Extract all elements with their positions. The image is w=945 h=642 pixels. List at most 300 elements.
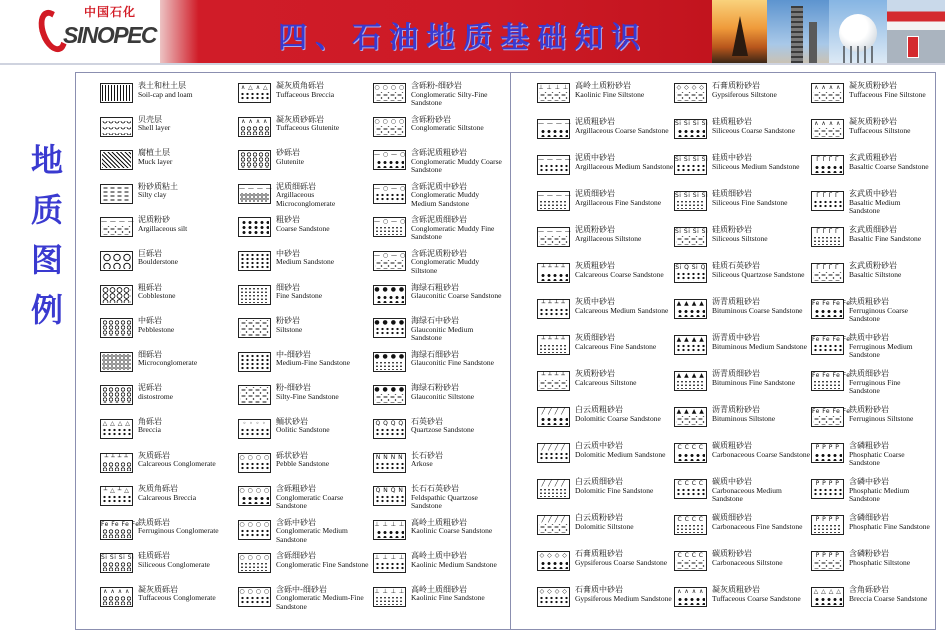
legend-label-en: Tuffaceous Conglomerate	[138, 593, 216, 603]
legend-label-en: Breccia Coarse Sandstone	[849, 593, 928, 603]
symbol-modifier-glyphs: Γ Γ Γ Γ	[816, 228, 839, 235]
legend-label-cn: 硅质中砂岩	[712, 153, 752, 162]
legend-label-en: Argillaceous silt	[138, 223, 188, 233]
symbol-modifier-glyphs: ┴ ┴ ┴ ┴	[541, 336, 566, 343]
legend-label	[276, 416, 330, 435]
symbol-texture	[539, 92, 568, 101]
symbol-texture	[102, 152, 131, 168]
lithology-symbol-icon	[674, 443, 707, 463]
legend-label	[575, 368, 636, 387]
legend-label	[575, 440, 665, 459]
symbol-modifier-glyphs: — ○ — ○	[374, 218, 406, 226]
legend-label	[411, 517, 492, 536]
symbol-modifier-glyphs: Fe Fe Fe Fe	[812, 300, 851, 307]
legend-item	[238, 483, 373, 517]
legend-label-cn: 硅质石英砂岩	[712, 261, 760, 270]
legend-item	[674, 368, 811, 404]
legend-item	[674, 116, 811, 152]
legend-item	[238, 416, 373, 450]
legend-label	[276, 114, 339, 133]
symbol-texture	[539, 452, 568, 461]
legend-item	[100, 282, 238, 316]
legend-item	[811, 512, 931, 548]
lithology-symbol-icon	[238, 318, 271, 338]
legend-label	[138, 315, 174, 334]
legend-label	[849, 260, 901, 279]
legend-label-en: Kaolinic Coarse Sandstone	[411, 526, 493, 536]
legend-label	[712, 476, 811, 504]
symbol-modifier-glyphs: ⊥ ⊥ ⊥ ⊥	[374, 554, 405, 562]
legend-label-cn: 沥青质细砂岩	[712, 369, 760, 378]
legend-label-cn: 含砾泥质粉砂岩	[411, 248, 467, 258]
legend-item	[811, 296, 931, 332]
legend-label-en: Feldspathic Quartzose Sandstone	[411, 492, 478, 511]
legend-label-en: Calcareous Fine Sandstone	[575, 341, 657, 351]
legend-column	[537, 80, 674, 629]
symbol-texture	[813, 452, 842, 461]
legend-item	[238, 80, 373, 114]
legend-label-cn: 白云质细砂岩	[575, 477, 623, 486]
legend-label-en: Basaltic Coarse Sandstone	[849, 161, 929, 171]
symbol-modifier-glyphs: P P P P	[815, 516, 840, 523]
legend-item	[100, 181, 238, 215]
legend-label-cn: 海绿石中砂岩	[411, 316, 459, 326]
lithology-symbol-icon	[100, 184, 133, 204]
legend-item	[100, 416, 238, 450]
legend-label-en: Ferruginous Conglomerate	[138, 526, 219, 536]
legend-label-cn: 铁质粉砂岩	[849, 405, 889, 414]
legend-item	[674, 512, 811, 548]
legend-heading: 地质图例	[26, 143, 64, 343]
legend-label	[276, 483, 373, 511]
legend-item	[811, 260, 931, 296]
legend-label-en: Conglomeratic Fine Sandstone	[276, 559, 369, 569]
symbol-texture	[102, 495, 131, 504]
legend-item	[811, 80, 931, 116]
legend-label	[712, 584, 801, 603]
legend-label-cn: 巨砾岩	[138, 248, 162, 258]
header-photo	[767, 0, 829, 63]
lithology-symbol-icon	[373, 486, 406, 506]
symbol-modifier-glyphs: ┴ ┴ ┴ ┴	[541, 300, 566, 307]
symbol-modifier-glyphs: — ○ — ○	[374, 184, 406, 192]
legend-item	[674, 404, 811, 440]
symbol-modifier-glyphs: P P P P	[815, 552, 840, 559]
symbol-texture	[102, 85, 131, 101]
legend-item	[674, 260, 811, 296]
symbol-texture	[813, 524, 842, 533]
legend-item	[373, 382, 503, 416]
symbol-texture	[375, 562, 404, 571]
lithology-symbol-icon	[238, 217, 271, 237]
legend-label-cn: 粗砂岩	[276, 215, 300, 225]
legend-label-cn: 白云质粉砂岩	[575, 513, 623, 522]
legend-label-cn: 白云质粗砂岩	[575, 405, 623, 414]
lithology-symbol-icon	[811, 371, 851, 391]
legend-item	[537, 476, 674, 512]
lithology-symbol-icon	[100, 251, 133, 271]
legend-label-cn: 玄武质粉砂岩	[849, 261, 897, 270]
legend-label-en: Calcareous Medium Sandstone	[575, 305, 669, 315]
legend-label-en: Glauconitic Coarse Sandstone	[411, 291, 502, 301]
lithology-symbol-icon	[537, 443, 570, 463]
legend-item	[373, 315, 503, 349]
refinery-tower-icon	[809, 22, 817, 63]
legend-label	[411, 315, 503, 343]
symbol-modifier-glyphs: ▲ ▲ ▲ ▲	[676, 408, 705, 415]
legend-label-en: Conglomeratic Medium Sandstone	[276, 526, 348, 544]
symbol-texture	[240, 462, 269, 471]
legend-label	[712, 332, 807, 351]
symbol-modifier-glyphs: — — — —	[538, 120, 572, 127]
legend-label-en: Shell layer	[138, 123, 171, 133]
legend-label	[138, 517, 219, 536]
lithology-symbol-icon	[674, 551, 707, 571]
legend-label-cn: 灰质细砂岩	[575, 333, 615, 342]
lithology-symbol-icon	[674, 335, 707, 355]
legend-label-cn: 含砾粗砂岩	[276, 484, 316, 494]
legend-label	[276, 315, 302, 334]
symbol-texture	[240, 529, 269, 538]
lithology-symbol-icon	[674, 587, 707, 607]
legend-label-en: Glauconitic Medium Sandstone	[411, 324, 474, 343]
legend-label-en: Dolomitic Siltstone	[575, 521, 634, 531]
lithology-symbol-icon	[811, 443, 844, 463]
symbol-texture	[375, 92, 404, 101]
symbol-texture	[102, 428, 131, 437]
lithology-symbol-icon	[537, 119, 570, 139]
legend-label-cn: 高岭土质粗砂岩	[411, 517, 467, 527]
legend-label-en: Ferruginous Fine Sandstone	[849, 377, 901, 396]
lithology-symbol-icon	[373, 587, 406, 607]
legend-item	[238, 181, 373, 215]
symbol-modifier-glyphs: ⊥ ⊥ ⊥ ⊥	[374, 587, 405, 595]
legend-item	[100, 248, 238, 282]
symbol-modifier-glyphs: ◇ ◇ ◇ ◇	[539, 588, 568, 595]
symbol-modifier-glyphs: ∧ ∧ ∧ ∧	[677, 588, 704, 595]
symbol-modifier-glyphs: — — — —	[239, 184, 273, 192]
legend-item	[674, 332, 811, 368]
lithology-symbol-icon	[811, 155, 844, 175]
legend-label	[575, 224, 641, 243]
legend-label-cn: 海绿石细砂岩	[411, 349, 459, 359]
symbol-modifier-glyphs: Si Si Si Si	[675, 228, 709, 235]
symbol-modifier-glyphs: ╱ ╱ ╱ ╱	[541, 480, 566, 487]
symbol-modifier-glyphs: Q Q Q Q	[375, 419, 404, 427]
symbol-texture	[813, 92, 842, 101]
legend-label-en: Conglomeratic Muddy Siltstone	[411, 257, 480, 276]
header-photos	[712, 0, 945, 63]
lithology-symbol-icon	[100, 385, 133, 405]
lithology-symbol-icon	[674, 191, 707, 211]
legend-label	[276, 349, 350, 368]
legend-label-cn: 沥青质粉砂岩	[712, 405, 760, 414]
symbol-modifier-glyphs: Si Si Si Si	[101, 554, 135, 562]
legend-label-en: Medium-Fine Sandstone	[276, 358, 350, 368]
symbol-modifier-glyphs: ○ ○ ○ ○	[239, 554, 270, 562]
symbol-modifier-glyphs: ◦ ◦ ◦ ◦	[242, 419, 267, 427]
legend-label	[849, 584, 927, 603]
symbol-texture	[813, 560, 842, 569]
legend-item	[811, 476, 931, 512]
legend-label-en: Arkose	[411, 459, 433, 469]
symbol-texture	[813, 272, 842, 281]
lithology-symbol-icon	[811, 551, 844, 571]
lithology-symbol-icon	[537, 83, 570, 103]
legend-label	[575, 80, 644, 99]
symbol-modifier-glyphs: Γ Γ Γ Γ	[816, 192, 839, 199]
symbol-texture	[240, 287, 269, 303]
legend-label	[849, 224, 921, 243]
symbol-texture	[240, 495, 269, 504]
symbol-texture	[676, 92, 705, 101]
legend-label-cn: 高岭土质中砂岩	[411, 551, 467, 561]
symbol-texture	[240, 92, 269, 101]
symbol-modifier-glyphs: ╱ ╱ ╱ ╱	[541, 408, 566, 415]
legend-label-en: Dolomitic Coarse Sandstone	[575, 413, 661, 423]
symbol-texture	[375, 529, 404, 538]
legend-label	[138, 416, 162, 435]
legend-label	[849, 548, 910, 567]
symbol-texture	[539, 416, 568, 425]
legend-label	[138, 450, 216, 469]
lithology-symbol-icon	[674, 155, 707, 175]
legend-label-en: Oolitic Sandstone	[276, 425, 330, 435]
symbol-modifier-glyphs: ∧ ∧ ∧ ∧	[241, 117, 268, 125]
symbol-modifier-glyphs: ▲ ▲ ▲ ▲	[676, 336, 705, 343]
header-photo	[829, 0, 887, 63]
legend-label-en: Carbonaceous Coarse Sandstone	[712, 449, 810, 459]
symbol-modifier-glyphs: ◇ ◇ ◇ ◇	[676, 84, 705, 91]
legend-label-en: Phosphatic Siltstone	[849, 557, 911, 567]
legend-label-cn: 凝灰质砂砾岩	[276, 114, 324, 124]
legend-label-en: Microconglomerate	[138, 358, 198, 368]
legend-label-en: Gypsiferous Coarse Sandstone	[575, 557, 668, 567]
legend-label-en: Glutenite	[276, 156, 304, 166]
lithology-symbol-icon	[674, 479, 707, 499]
lithology-symbol-icon	[811, 191, 844, 211]
symbol-texture	[813, 344, 842, 353]
lithology-symbol-icon	[373, 553, 406, 573]
legend-label-cn: 石膏质粉砂岩	[712, 81, 760, 90]
legend-item	[373, 282, 503, 316]
legend-label-en: Conglomeratic Muddy Fine Sandstone	[411, 223, 495, 242]
symbol-texture	[102, 186, 131, 202]
legend-label-en: distostrome	[138, 391, 173, 401]
symbol-texture	[240, 596, 269, 605]
legend-label-cn: 长石石英砂岩	[411, 484, 459, 494]
header-divider	[0, 63, 945, 65]
lithology-symbol-icon	[537, 515, 570, 535]
legend-label-en: Tuffaceous Fine Siltstone	[849, 89, 926, 99]
symbol-modifier-glyphs: ○ ○ ○ ○	[239, 487, 270, 495]
legend-label-en: Calcareous Breccia	[138, 492, 197, 502]
symbol-modifier-glyphs: ⊥ ⊥ ⊥ ⊥	[374, 520, 405, 528]
symbol-modifier-glyphs: Γ Γ Γ Γ	[816, 264, 839, 271]
legend-item	[238, 282, 373, 316]
legend-label-cn: 铁质中砂岩	[849, 333, 889, 342]
legend-label	[411, 349, 494, 368]
symbol-texture	[375, 596, 404, 605]
legend-label-en: Carbonaceous Siltstone	[712, 557, 783, 567]
legend-label	[276, 248, 334, 267]
legend-label	[276, 80, 334, 99]
legend-label	[712, 116, 795, 135]
legend-label-en: Conglomeratic Muddy Medium Sandstone	[411, 190, 480, 208]
symbol-texture	[539, 200, 568, 209]
lithology-symbol-icon	[537, 263, 570, 283]
legend-label	[849, 332, 931, 360]
lithology-symbol-icon	[100, 217, 133, 237]
legend-item	[373, 114, 503, 148]
legend-label-en: Siliceous Medium Sandstone	[712, 161, 800, 171]
symbol-texture	[375, 428, 404, 437]
legend-label-cn: 海绿石粗砂岩	[411, 282, 459, 292]
symbol-modifier-glyphs: ┴ ┴ ┴ ┴	[541, 264, 566, 271]
legend-column	[674, 80, 811, 629]
symbol-modifier-glyphs: — — — —	[538, 156, 572, 163]
legend-item	[537, 260, 674, 296]
lithology-symbol-icon	[811, 515, 844, 535]
symbol-modifier-glyphs: ┴ ┴ ┴ ┴	[104, 453, 129, 461]
legend-item	[537, 116, 674, 152]
legend-label-cn: 含磷粗砂岩	[849, 441, 889, 450]
legend-label-cn: 玄武质细砂岩	[849, 225, 897, 234]
lithology-symbol-icon	[674, 407, 707, 427]
symbol-modifier-glyphs: ⊥ ⊥ ⊥ ⊥	[538, 84, 569, 91]
symbol-modifier-glyphs: C C C C	[677, 552, 704, 559]
legend-label-en: Calcareous Siltstone	[575, 377, 637, 387]
lithology-symbol-icon	[373, 117, 406, 137]
legend-item	[238, 214, 373, 248]
legend-label	[411, 483, 503, 511]
legend-label	[849, 368, 931, 396]
symbol-texture	[240, 387, 269, 403]
symbol-modifier-glyphs: Fe Fe Fe Fe	[812, 336, 851, 343]
symbol-texture	[102, 596, 131, 605]
legend-label	[575, 404, 661, 423]
symbol-texture	[676, 596, 705, 605]
lithology-symbol-icon	[238, 83, 271, 103]
symbol-texture	[813, 380, 842, 389]
legend-item	[674, 548, 811, 584]
legend-label-cn: 含角砾砂岩	[849, 585, 889, 594]
symbol-texture	[102, 529, 131, 538]
legend-label-en: Kaolinic Fine Sandstone	[411, 593, 485, 603]
symbol-modifier-glyphs: C C C C	[677, 516, 704, 523]
gas-station-icon	[907, 36, 919, 58]
legend-label-en: Siltstone	[276, 324, 303, 334]
lithology-symbol-icon	[537, 191, 570, 211]
symbol-texture	[539, 308, 568, 317]
symbol-texture	[375, 361, 404, 370]
legend-item	[811, 224, 931, 260]
legend-label-cn: 铁质粗砂岩	[849, 297, 889, 306]
legend-label-cn: 含砾粉砂岩	[411, 114, 451, 124]
legend-label	[276, 181, 373, 209]
legend-label	[712, 368, 795, 387]
lithology-symbol-icon	[100, 352, 133, 372]
legend-label	[712, 512, 802, 531]
legend-label	[276, 550, 369, 569]
legend-item	[537, 296, 674, 332]
slide-header	[0, 0, 945, 63]
lithology-symbol-icon	[100, 587, 133, 607]
legend-label-cn: 含砾泥质细砂岩	[411, 215, 467, 225]
legend-item	[811, 152, 931, 188]
legend-label-cn: 凝灰质砾岩	[138, 584, 178, 594]
legend-label-en: Gypsiferous Medium Sandstone	[575, 593, 672, 603]
legend-label-cn: 含砾细砂岩	[276, 551, 316, 561]
legend-label-en: Tuffaceous Glutenite	[276, 123, 340, 133]
symbol-texture	[375, 193, 404, 202]
symbol-texture	[676, 524, 705, 533]
legend-label-en: Tuffaceous Breccia	[276, 89, 335, 99]
legend-label	[575, 116, 669, 135]
legend-label-en: Phosphatic Medium Sandstone	[849, 485, 910, 504]
logo-english-text: SINOPEC	[63, 22, 157, 48]
legend-item	[238, 382, 373, 416]
symbol-modifier-glyphs: ○ ○ ○ ○	[374, 84, 405, 91]
legend-label-cn: 中砂岩	[276, 248, 300, 258]
legend-label-en: Siliceous Conglomerate	[138, 559, 210, 569]
legend-label-cn: 碳质细砂岩	[712, 513, 752, 522]
legend-label-cn: 灰质中砂岩	[575, 297, 615, 306]
legend-item	[537, 368, 674, 404]
legend-label-en: Phosphatic Fine Sandstone	[849, 521, 930, 531]
legend-item	[238, 248, 373, 282]
legend-item	[100, 114, 238, 148]
legend-label-cn: 灰质粗砂岩	[575, 261, 615, 270]
legend-item	[238, 114, 373, 148]
symbol-texture	[240, 152, 269, 168]
symbol-modifier-glyphs: ▲ ▲ ▲ ▲	[676, 300, 705, 307]
legend-label-en: Argillaceous Siltstone	[575, 233, 642, 243]
legend-item	[100, 315, 238, 349]
legend-label-en: Tuffaceous Coarse Sandstone	[712, 593, 801, 603]
symbol-modifier-glyphs: ╱ ╱ ╱ ╱	[541, 444, 566, 451]
symbol-modifier-glyphs: N N N N	[375, 453, 404, 461]
legend-label-en: Bituminous Medium Sandstone	[712, 341, 808, 351]
legend-item	[238, 315, 373, 349]
legend-item	[373, 416, 503, 450]
legend-label	[575, 296, 668, 315]
legend-label	[276, 584, 373, 612]
legend-column	[373, 80, 503, 629]
symbol-texture	[676, 236, 705, 245]
legend-label-cn: 泥质细砂岩	[575, 189, 615, 198]
legend-item	[537, 224, 674, 260]
legend-label-en: Siliceous Quartzose Sandstone	[712, 269, 805, 279]
legend-label-en: Muck layer	[138, 156, 173, 166]
legend-label-en: Breccia	[138, 425, 161, 435]
symbol-modifier-glyphs: ∧ ∧ ∧ ∧	[814, 120, 841, 127]
symbol-texture	[539, 164, 568, 173]
legend-label-en: Kaolinic Medium Sandstone	[411, 559, 497, 569]
lithology-symbol-icon	[537, 407, 570, 427]
symbol-texture	[539, 236, 568, 245]
legend-item	[811, 116, 931, 152]
legend-label-en: Glauconitic Siltstone	[411, 391, 475, 401]
symbol-texture	[539, 380, 568, 389]
legend-label	[849, 512, 930, 531]
legend-label-en: Argillaceous Microconglomerate	[276, 190, 336, 208]
legend-panel-right	[511, 72, 936, 630]
lithology-symbol-icon	[238, 587, 271, 607]
legend-item	[674, 224, 811, 260]
legend-label-en: Siliceous Siltstone	[712, 233, 768, 243]
symbol-modifier-glyphs: △ △ △ △	[102, 419, 131, 427]
